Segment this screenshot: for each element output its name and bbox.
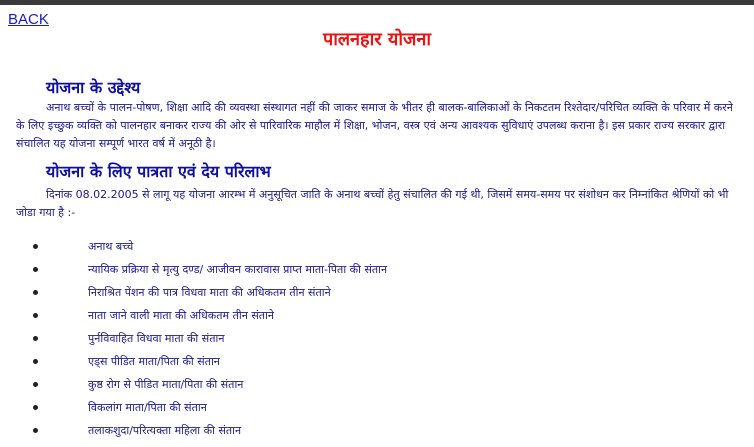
eligibility-paragraph: दिनांक 08.02.2005 से लागू यह योजना आरम्भ में अनुसूचित जाति के अनाथ बच्चों हेतु संचालित की गई थी, जिसमें समय-समय पर संशोधन कर निम्नांकित श्रेणियों को भी जोडा गया है :- xyxy=(16,188,729,219)
list-item-text: एड्स पीडित माता/पिता की संतान xyxy=(88,355,220,368)
list-item-text: नाता जाने वाली माता की अधिकतम तीन संताने xyxy=(88,309,274,322)
section-heading-objective: योजना के उद्देश्य xyxy=(46,78,141,97)
bullet-icon xyxy=(33,244,38,249)
list-item-text: विकलांग माता/पिता की संतान xyxy=(88,401,207,414)
list-item xyxy=(0,258,754,281)
category-list xyxy=(0,235,754,442)
page-title: पालनहार योजना xyxy=(322,29,432,50)
list-item xyxy=(0,396,754,419)
bullet-icon xyxy=(33,290,38,295)
bullet-icon xyxy=(33,382,38,387)
back-link[interactable]: BACK xyxy=(8,11,49,28)
section-heading-eligibility: योजना के लिए पात्रता एवं देय परिलाभ xyxy=(46,162,271,181)
bullet-icon xyxy=(33,359,38,364)
list-item-text: पुर्नविवाहित विधवा माता की संतान xyxy=(88,332,225,345)
list-item xyxy=(0,327,754,350)
bullet-icon xyxy=(33,313,38,318)
list-item-text: कुष्ठ रोग से पीडित माता/पिता की संतान xyxy=(88,378,244,391)
list-item xyxy=(0,235,754,258)
bullet-icon xyxy=(33,428,38,433)
top-border xyxy=(0,0,754,5)
list-item-text: निराश्रित पेंशन की पात्र विधवा माता की अधिकतम तीन संताने xyxy=(88,286,331,299)
bullet-icon xyxy=(33,267,38,272)
bullet-icon xyxy=(33,336,38,341)
list-item xyxy=(0,304,754,327)
list-item-text: अनाथ बच्चे xyxy=(88,240,134,253)
list-item xyxy=(0,281,754,304)
list-item-text: तलाकशुदा/परित्यक्ता महिला की संतान xyxy=(88,424,242,437)
list-item xyxy=(0,350,754,373)
objective-paragraph: अनाथ बच्चों के पालन-पोषण, शिक्षा आदि की व्यवस्था संस्थागत नहीं की जाकर समाज के भीतर ही बालक-बालिकाओं के निकटतम रिश्तेदार/परिचित व्यक्ति के परिवार में करने के लिए इच्छुक व्यक्ति को पालनहार बनाकर राज्य की ओर से पारिवारिक माहौल में शिक्षा, भोजन, वस्त्र एवं अन्य आवश्यक सुविधाएं उपलब्ध कराना है। इस प्रकार राज्य सरकार द्वारा संचालित यह योजना सम्पूर्ण भारत वर्ष में अनूठी है। xyxy=(16,101,733,150)
list-item xyxy=(0,373,754,396)
bullet-icon xyxy=(33,405,38,410)
list-item xyxy=(0,419,754,442)
list-item-text: न्यायिक प्रक्रिया से मृत्यु दण्ड/ आजीवन कारावास प्राप्त माता-पिता की संतान xyxy=(88,263,388,276)
